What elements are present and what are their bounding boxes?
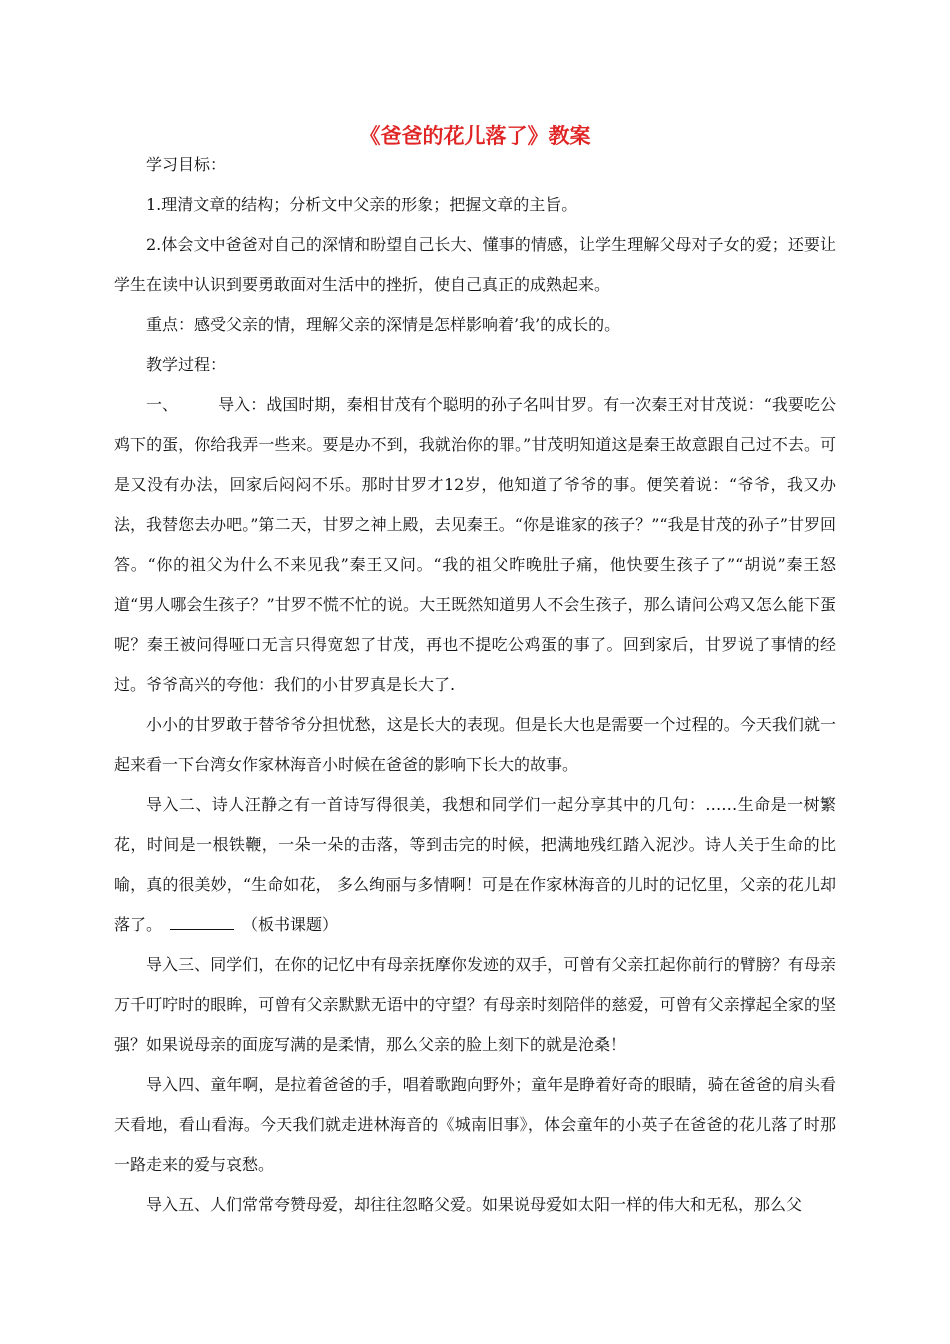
document-title: 《爸爸的花儿落了》教案: [359, 124, 591, 148]
objective-1: 1.理清文章的结构；分析文中父亲的形象；把握文章的主旨。: [146, 195, 578, 214]
intro-2-text: 导入二、诗人汪静之有一首诗写得很美，我想和同学们一起分享其中的几句：……生命是一树繁花，时间是一根铁鞭，一朵一朵的击落，等到击完的时候，把满地残红踏入泥沙。诗人关于生命的比喻，真的很美妙，“生命如花， 多么绚丽与多情啊！可是在作家林海音的儿时的记忆里，父亲的花儿却落了。: [114, 795, 836, 934]
fill-in-blank: [170, 917, 234, 930]
intro-2-paragraph: [114, 785, 836, 945]
objective-2: 2.体会文中爸爸对自己的深情和盼望自己长大、懂事的情感，让学生理解父母对子女的爱；还要让学生在读中认识到要勇敢面对生活中的挫折，使自己真正的成熟起来。: [114, 235, 836, 294]
intro-5-paragraph: 导入五、人们常常夸赞母爱，却往往忽略父爱。如果说母爱如太阳一样的伟大和无私，那么父: [146, 1195, 803, 1214]
document-body: [114, 145, 836, 1225]
intro-1-followup: 小小的甘罗敢于替爷爷分担忧愁，这是长大的表现。但是长大也是需要一个过程的。今天我们就一起来看一下台湾女作家林海音小时候在爸爸的影响下长大的故事。: [114, 715, 836, 774]
intro-1-number: 一、: [146, 395, 179, 414]
intro-3-paragraph: 导入三、同学们，在你的记忆中有母亲抚摩你发迹的双手，可曾有父亲扛起你前行的臂膀？有母亲万千叮咛时的眼眸，可曾有父亲默默无语中的守望？有母亲时刻陪伴的慈爱，可曾有父亲撑起全家的坚强？如果说母亲的面庞写满的是柔情，那么父亲的脸上刻下的就是沧桑！: [114, 955, 836, 1054]
intro-1-text: 导入：战国时期，秦相甘茂有个聪明的孙子名叫甘罗。有一次秦王对甘茂说：“我要吃公鸡下的蛋，你给我弄一些来。要是办不到，我就治你的罪。”甘茂明知道这是秦王故意跟自己过不去。可是又没有办法，回家后闷闷不乐。那时甘罗才12岁，他知道了爷爷的事。便笑着说：“爷爷，我又办法，我替您去办吧。”第二天，甘罗之神上殿，去见秦王。“你是谁家的孩子？”“我是甘茂的孙子”甘罗回答。“你的祖父为什么不来见我”秦王又问。“我的祖父昨晚肚子痛，他快要生孩子了”“胡说”秦王怒道“男人哪会生孩子？”甘罗不慌不忙的说。大王既然知道男人不会生孩子，那么请问公鸡又怎么能下蛋呢？秦王被问得哑口无言只得宽恕了甘茂，再也不提吃公鸡蛋的事了。回到家后，甘罗说了事情的经过。爷爷高兴的夸他：我们的小甘罗真是长大了.: [114, 395, 836, 694]
objectives-heading: 学习目标：: [146, 155, 227, 174]
process-heading: 教学过程：: [146, 355, 227, 374]
intro-2-note: （板书课题）: [242, 915, 339, 934]
intro-4-paragraph: 导入四、童年啊，是拉着爸爸的手，唱着歌跑向野外；童年是睁着好奇的眼睛，骑在爸爸的肩头看天看地，看山看海。今天我们就走进林海音的《城南旧事》，体会童年的小英子在爸爸的花儿落了时那一路走来的爱与哀愁。: [114, 1075, 836, 1174]
intro-1-paragraph: [114, 385, 836, 705]
key-point: 重点：感受父亲的情，理解父亲的深情是怎样影响着’我’的成长的。: [146, 315, 621, 334]
